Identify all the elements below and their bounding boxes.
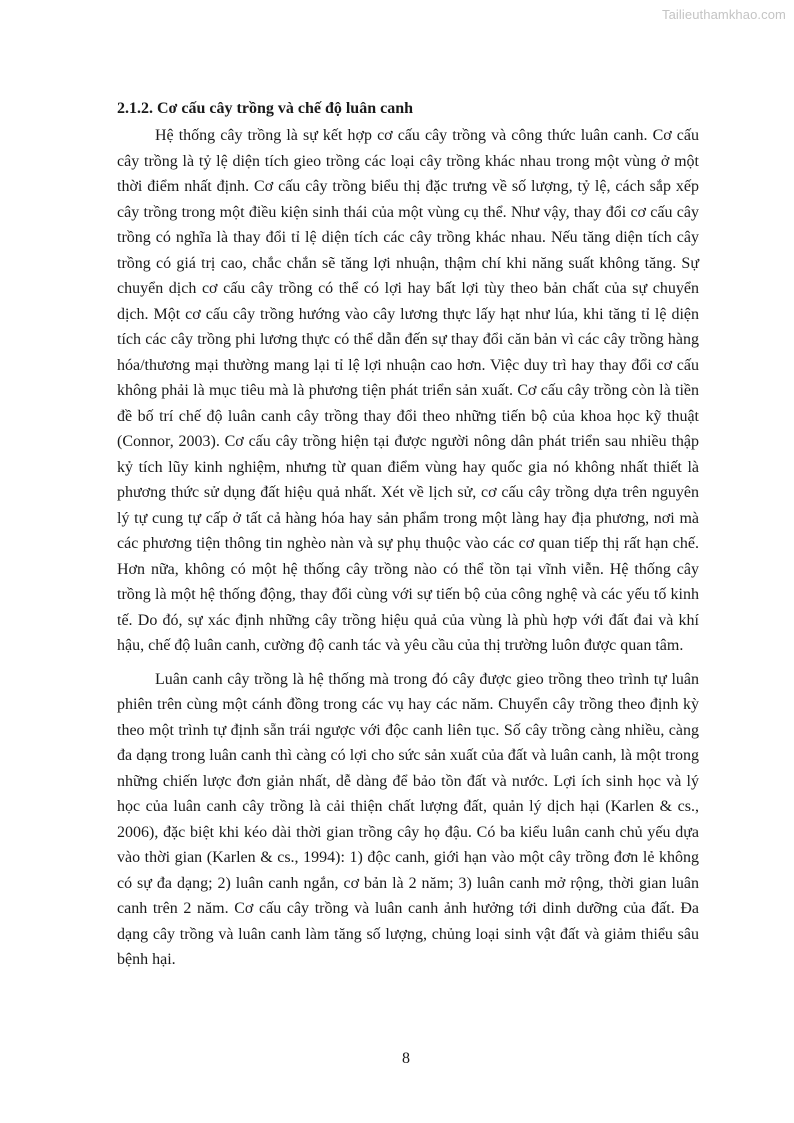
page-number: 8 — [402, 1050, 410, 1067]
body-paragraph-1: Hệ thống cây trồng là sự kết hợp cơ cấu cây trồng và công thức luân canh. Cơ cấu cây trồng là tỷ lệ diện tích gieo trồng các loại cây trồng khác nhau trong một vùng ở một thời điểm nhất định. Cơ cấu cây trồng biểu thị đặc trưng về số lượng, tỷ lệ, cách sắp xếp cây trồng trong một điều kiện sinh thái của một vùng cụ thể. Như vậy, thay đổi cơ cấu cây trồng có nghĩa là thay đổi tỉ lệ diện tích các cây trồng khác nhau. Nếu tăng diện tích cây trồng có giá trị cao, chắc chắn sẽ tăng lợi nhuận, thậm chí khi năng suất không tăng. Sự chuyển dịch cơ cấu cây trồng có thể có lợi hay bất lợi tùy theo bản chất của sự chuyển dịch. Một cơ cấu cây trồng hướng vào cây lương thực lấy hạt như lúa, khi tăng tỉ lệ diện tích các cây trồng phi lương thực có thể dẫn đến sự thay đổi căn bản vì các cây trồng hàng hóa/thương mại thường mang lại tỉ lệ lợi nhuận cao hơn. Việc duy trì hay thay đổi cơ cấu không phải là mục tiêu mà là phương tiện phát triển sản xuất. Cơ cấu cây trồng còn là tiền đề bố trí chế độ luân canh cây trồng thay đổi theo những tiến bộ của khoa học kỹ thuật (Connor, 2003). Cơ cấu cây trồng hiện tại được người nông dân phát triển sau nhiều thập kỷ tích lũy kinh nghiệm, nhưng từ quan điểm vùng hay quốc gia nó không nhất thiết là phương thức sử dụng đất hiệu quả nhất. Xét về lịch sử, cơ cấu cây trồng dựa trên nguyên lý tự cung tự cấp ở tất cả hàng hóa hay sản phẩm trong một làng hay địa phương, nơi mà các phương tiện thông tin nghèo nàn và sự phụ thuộc vào các cơ quan tiếp thị rất hạn chế. Hơn nữa, không có một hệ thống cây trồng nào có thể tồn tại vĩnh viễn. Hệ thống cây trồng là một hệ thống động, thay đổi cùng với sự tiến bộ của công nghệ và các yếu tố kinh tế. Do đó, sự xác định những cây trồng hiệu quả của vùng là phù hợp với đất đai và khí hậu, chế độ luân canh, cường độ canh tác và yêu cầu của thị trường luôn được quan tâm. — [117, 127, 699, 654]
watermark-text: Tailieuthamkhao.com — [661, 7, 786, 22]
section-heading: 2.1.2. Cơ cấu cây trồng và chế độ luân canh — [117, 100, 413, 117]
document-body — [117, 96, 699, 973]
body-paragraph-2: Luân canh cây trồng là hệ thống mà trong đó cây được gieo trồng theo trình tự luân phiên trên cùng một cánh đồng trong các vụ hay các năm. Chuyển cây trồng theo định kỳ theo một trình tự định sẵn trái ngược với độc canh liên tục. Số cây trồng càng nhiều, càng đa dạng trong luân canh thì càng có lợi cho sức sản xuất của đất và luân canh, là một trong những chiến lược đơn giản nhất, dễ dàng để bảo tồn đất và nước. Lợi ích sinh học và lý học của luân canh cây trồng là cải thiện chất lượng đất, quản lý dịch hại (Karlen & cs., 2006), đặc biệt khi kéo dài thời gian trồng cây họ đậu. Có ba kiểu luân canh chủ yếu dựa vào thời gian (Karlen & cs., 1994): 1) độc canh, giới hạn vào một cây trồng đơn lẻ không có sự đa dạng; 2) luân canh ngắn, cơ bản là 2 năm; 3) luân canh mở rộng, thời gian luân canh trên 2 năm. Cơ cấu cây trồng và luân canh ảnh hưởng tới dinh dưỡng của đất. Đa dạng cây trồng và luân canh làm tăng số lượng, chủng loại sinh vật đất và giảm thiểu sâu bệnh hại. — [117, 670, 699, 968]
